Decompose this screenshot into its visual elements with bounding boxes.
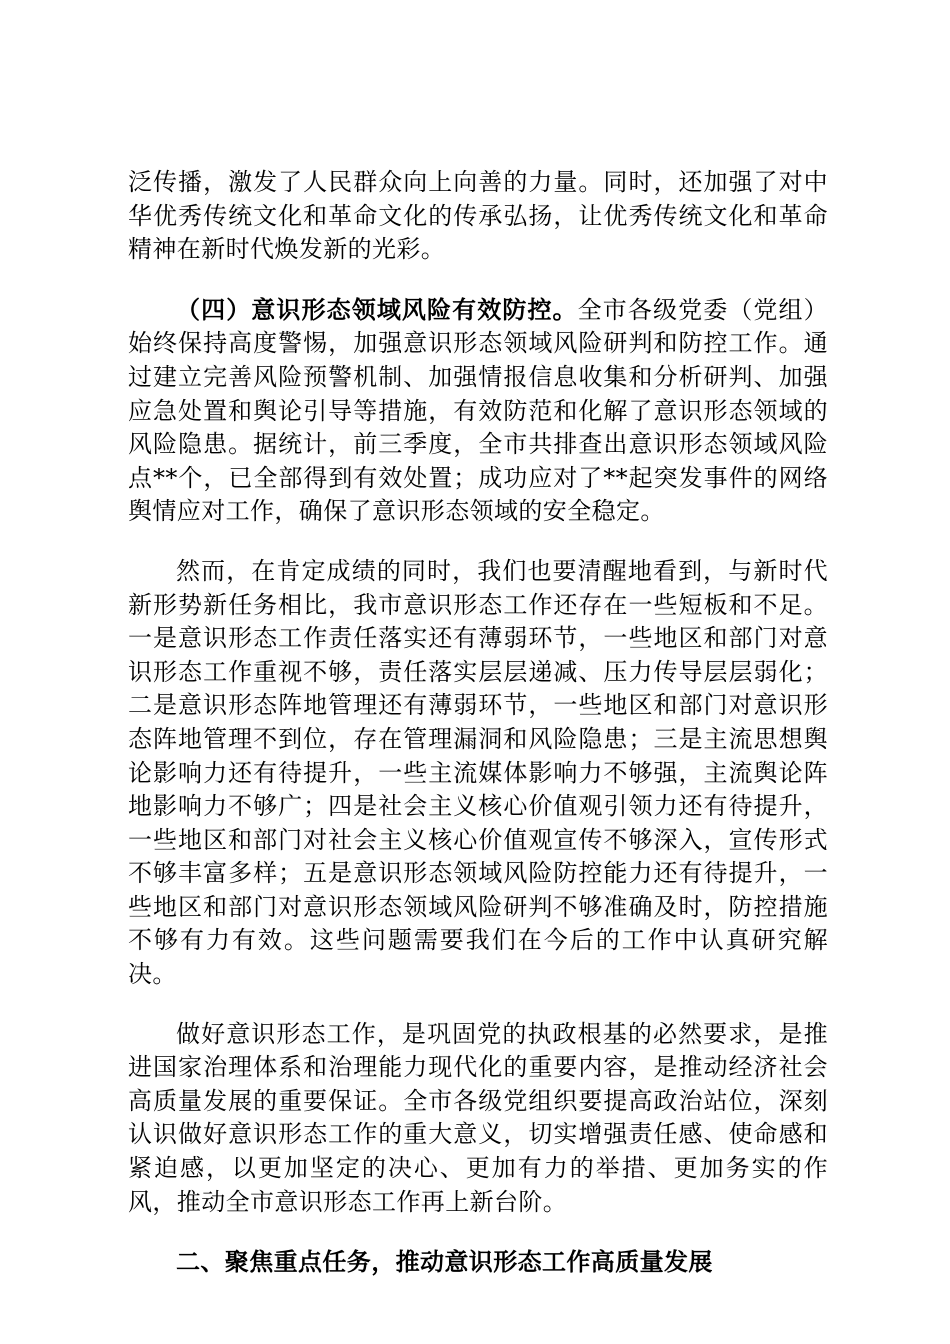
section-heading: 二、聚焦重点任务，推动意识形态工作高质量发展 [176, 1247, 713, 1277]
paragraph-body-text: 全市各级党委（党组）始终保持高度警惕，加强意识形态领域风险研判和防控工作。通过建立完善风险预警机制、加强情报信息收集和分析研判、加强应急处置和舆论引导等措施，有效防范和化解了意识形态领域的风险隐患。据统计，前三季度，全市共排查出意识形态领域风险点**个，已全部得到有效处置；成功应对了**起突发事件的网络舆情应对工作，确保了意识形态领域的安全稳定。 [128, 295, 829, 526]
document-body [128, 166, 828, 1305]
paragraph-significance: 做好意识形态工作，是巩固党的执政根基的必然要求，是推进国家治理体系和治理能力现代化的重要内容，是推动经济社会高质量发展的重要保证。全市各级党组织要提高政治站位，深刻认识做好意识形态工作的重大意义，切实增强责任感、使命感和紧迫感，以更加坚定的决心、更加有力的举措、更加务实的作风，推动全市意识形态工作再上新台阶。 [128, 1019, 828, 1216]
paragraph-shortcomings: 然而，在肯定成绩的同时，我们也要清醒地看到，与新时代新形势新任务相比，我市意识形态工作还存在一些短板和不足。一是意识形态工作责任落实还有薄弱环节，一些地区和部门对意识形态工作重视不够，责任落实层层递减、压力传导层层弱化；二是意识形态阵地管理还有薄弱环节，一些地区和部门对意识形态阵地管理不到位，存在管理漏洞和风险隐患；三是主流思想舆论影响力还有待提升，一些主流媒体影响力不够强，主流舆论阵地影响力不够广；四是社会主义核心价值观引领力还有待提升，一些地区和部门对社会主义核心价值观宣传不够深入，宣传形式不够丰富多样；五是意识形态领域风险防控能力还有待提升，一些地区和部门对意识形态领域风险研判不够准确及时，防控措施不够有力有效。这些问题需要我们在今后的工作中认真研究解决。 [128, 556, 828, 989]
paragraph-risk-control [128, 293, 828, 529]
paragraph-continuation: 泛传播，激发了人民群众向上向善的力量。同时，还加强了对中华优秀传统文化和革命文化的传承弘扬，让优秀传统文化和革命精神在新时代焕发新的光彩。 [128, 168, 828, 264]
paragraph-lead-heading: （四）意识形态领域风险有效防控。 [176, 294, 578, 324]
